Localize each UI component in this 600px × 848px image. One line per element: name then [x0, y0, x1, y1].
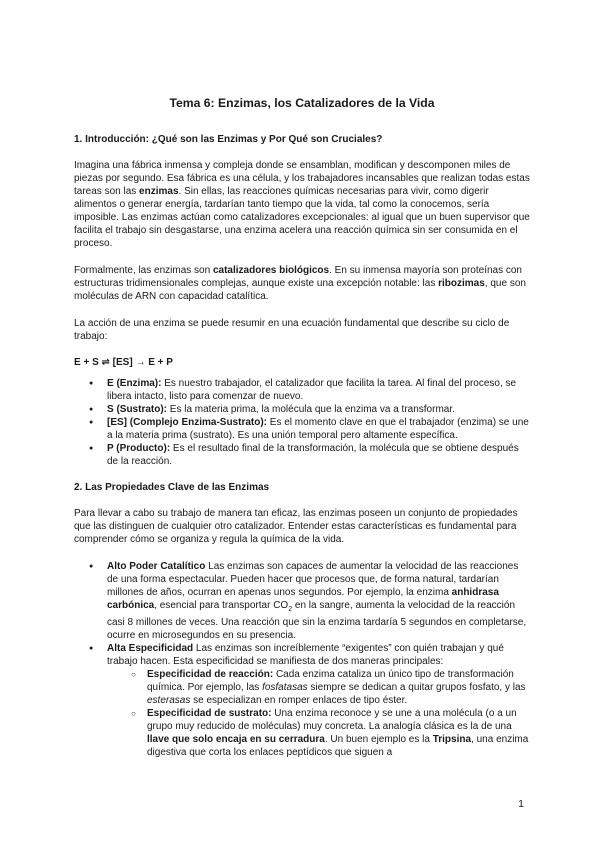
list-item-specificity: ● Alta Especificidad Las enzimas son increíblemente “exigentes” con quién trabajan y qué trabajo hacen. Esta especificidad se manifiesta de dos maneras principales: ○ Especificidad de reacción: Cada enzima cataliza un único tipo de transformación química. Por ejemplo, las fosfatasas siempre se dedican a quitar grupos fosfato, y las esterasas se especializan en romper enlaces de tipo éster. ○ Especificidad de sustrato: Una enzima reconoce y se une a una molécula (o a un grupo muy reducido de moléculas) muy concreta. La analogía clásica es la de una llave que solo encaja en su cerradura. Un buen ejemplo es la Tripsina, una enzima digestiva que corta los enlaces peptídicos que siguen a	[74, 642, 530, 759]
definition-paragraph: Formalmente, las enzimas son catalizadores biológicos. En su inmensa mayoría son proteínas con estructuras tridimensionales complejas, aunque existe una excepción notable: las ribozimas, que son moléculas de ARN con capacidad catalítica.	[74, 265, 526, 302]
page-number: 1	[518, 798, 524, 810]
enzyme-equation: E + S ⇌ [ES] → E + P	[74, 357, 173, 368]
equation-terms-list	[74, 377, 530, 468]
list-item-catalytic-power: ● Alto Poder Catalítico Las enzimas son capaces de aumentar la velocidad de las reacciones de una forma espectacular. Pueden hacer que procesos que, de forma natural, tardarían millones de años, ocurran en apenas unos segundos. Por ejemplo, la enzima anhidrasa carbónica, esencial para transportar $CO_2$ en la sangre, aumenta la velocidad de la reacción casi 8 millones de veces. Una reacción que sin la enzima tardaría 5 segundos en completarse, ocurre en microsegundos en su presencia.	[74, 560, 530, 642]
intro-paragraph: Imagina una fábrica inmensa y compleja donde se ensamblan, modifican y descomponen miles de piezas por segundo. Esa fábrica es una célula, y los trabajadores incansables que realizan todas estas tareas son las enzimas. Sin ellas, las reacciones químicas necesarias para vivir, como digerir alimentos o generar energía, tardarían tanto tiempo que la vida, tal como la conocemos, sería imposible. Las enzimas actúan como catalizadores excepcionales: al igual que un buen supervisor que facilita el trabajo sin desgastarse, una enzima acelera una reacción química sin ser consumida en el proceso.	[74, 160, 530, 249]
properties-list	[74, 560, 530, 759]
term-ribozimas: ribozimas	[438, 278, 485, 289]
section-1-heading: 1. Introducción: ¿Qué son las Enzimas y Por Qué son Cruciales?	[74, 134, 383, 145]
page-title: Tema 6: Enzimas, los Catalizadores de la Vida	[169, 96, 435, 110]
term-catalizadores: catalizadores biológicos	[212, 265, 330, 276]
sublist-item-substrate: ○ Especificidad de sustrato: Una enzima reconoce y se une a una molécula (o a un grupo muy reducido de moléculas) muy concreta. La analogía clásica es la de una llave que solo encaja en su cerradura. Un buen ejemplo es la Tripsina, una enzima digestiva que corta los enlaces peptídicos que siguen a	[107, 707, 530, 759]
specificity-sublist	[107, 668, 530, 759]
properties-intro-paragraph: Para llevar a cabo su trabajo de manera tan eficaz, las enzimas poseen un conjunto de propiedades que las distinguen de cualquier otro catalizador. Entender estas características es fundamental para comprender cómo se organiza y regula la química de la vida.	[74, 508, 518, 545]
list-item: ● E (Enzima): Es nuestro trabajador, el catalizador que facilita la tarea. Al final del proceso, se libera intacto, listo para comenzar de nuevo.	[74, 377, 530, 403]
term-enzimas: enzimas	[139, 186, 179, 197]
equation-intro-paragraph: La acción de una enzima se puede resumir en una ecuación fundamental que describe su ciclo de trabajo:	[74, 318, 510, 342]
list-item: ● S (Sustrato): Es la materia prima, la molécula que la enzima va a transformar.	[74, 403, 530, 416]
list-item: ● P (Producto): Es el resultado final de la transformación, la molécula que se obtiene después de la reacción.	[74, 442, 530, 468]
sublist-item-reaction: ○ Especificidad de reacción: Cada enzima cataliza un único tipo de transformación química. Por ejemplo, las fosfatasas siempre se dedican a quitar grupos fosfato, y las esterasas se especializan en romper enlaces de tipo éster.	[107, 668, 530, 707]
page-content	[74, 96, 530, 773]
section-2-heading: 2. Las Propiedades Clave de las Enzimas	[74, 482, 270, 493]
list-item: ● [ES] (Complejo Enzima-Sustrato): Es el momento clave en que el trabajador (enzima) se une a la materia prima (sustrato). Es una unión temporal pero altamente específica.	[74, 416, 530, 442]
